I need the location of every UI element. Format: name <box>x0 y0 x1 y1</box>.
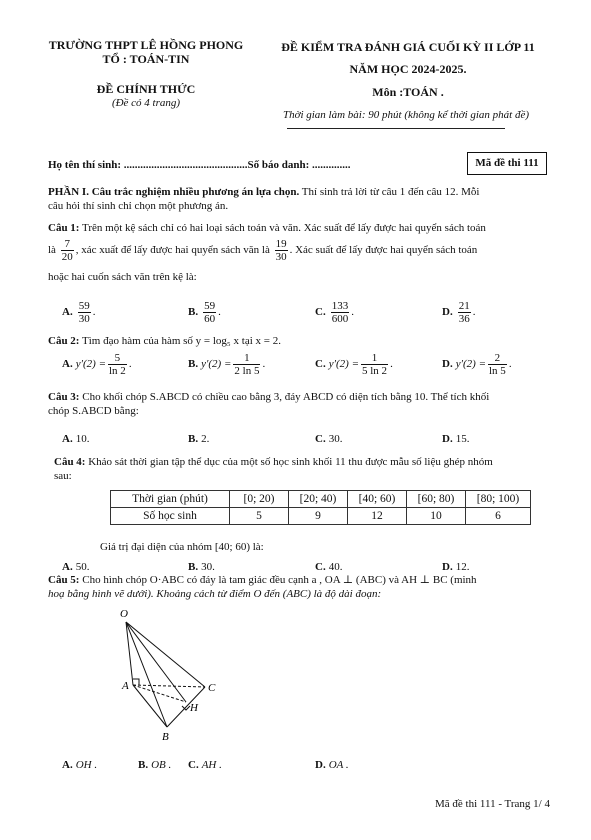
q3-label: Câu 3: <box>48 391 80 403</box>
q1-option-b[interactable]: B. $\frac{59}{60}$ . <box>188 300 221 325</box>
edge-ab <box>133 685 167 727</box>
q5-option-c[interactable]: C. AH . <box>188 759 222 771</box>
table-cell: 9 <box>289 508 348 525</box>
edge-ah <box>133 685 186 702</box>
part1-intro-line2: câu hỏi thí sinh chỉ chọn một phương án. <box>48 200 229 212</box>
q3-text: Cho khối chóp S.ABCD có chiều cao bằng 3, đáy ABCD có diện tích bằng 10. Thể tích khối <box>79 391 490 403</box>
subject: Môn :TOÁN . <box>372 85 444 99</box>
q3-option-a[interactable]: A. 10. <box>62 433 90 445</box>
label-a: A <box>122 680 129 692</box>
q5-text: Cho hình chóp O·ABC có đáy là tam giác đều cạnh a , OA ⊥ (ABC) và AH ⊥ BC (minh <box>79 574 477 586</box>
table-cell: [40; 60) <box>348 491 407 508</box>
table-header-count: Số học sinh <box>111 508 230 525</box>
q1-pre: là <box>48 244 56 257</box>
edge-bc <box>167 687 205 727</box>
header-underline <box>287 128 505 129</box>
label-o: O <box>120 608 128 620</box>
frequency-table <box>110 490 531 525</box>
q5-line2: hoạ bằng hình vẽ dưới). Khoảng cách từ điểm O đến (ABC) là độ dài đoạn: <box>48 588 382 600</box>
q5-line1 <box>48 573 568 587</box>
q3-option-d[interactable]: D. 15. <box>442 433 470 445</box>
q2-line <box>48 334 558 348</box>
q4-option-d[interactable]: D. 12. <box>442 561 470 573</box>
table-cell: [80; 100) <box>466 491 531 508</box>
group-name: TỔ : TOÁN-TIN <box>102 52 190 66</box>
table-row <box>111 491 531 508</box>
q3-option-b[interactable]: B. 2. <box>188 433 210 445</box>
q1-option-d[interactable]: D. $\frac{21}{36}$ . <box>442 300 476 325</box>
table-cell: 6 <box>466 508 531 525</box>
q4-text: Khảo sát thời gian tập thể dục của một số học sinh khối 11 thu được mẫu số liệu ghép nhóm <box>85 456 493 468</box>
q1-fraction-lit: $\frac{19}{30}$ <box>275 238 287 263</box>
candidate-line: Họ tên thí sinh: .............................................Số báo danh: .............. <box>48 159 351 171</box>
q2-option-c[interactable]: C. y′(2) = $\frac{1}{5 \ln 2}$ . <box>315 352 393 377</box>
right-angle-a <box>133 679 139 685</box>
q1-option-a[interactable]: A. $\frac{59}{30}$ . <box>62 300 96 325</box>
label-h: H <box>190 702 198 714</box>
q4-option-a[interactable]: A. 50. <box>62 561 90 573</box>
q1-option-c[interactable]: C. $\frac{133}{600}$ . <box>315 300 354 325</box>
q2-option-b[interactable]: B. y′(2) = $\frac{1}{2 \ln 5}$ . <box>188 352 266 377</box>
pages-note: (Đề có 4 trang) <box>111 97 181 109</box>
q1-line1 <box>48 221 558 235</box>
q3-line1 <box>48 390 568 404</box>
q1-text: Trên một kệ sách chỉ có hai loại sách toán và văn. Xác suất để lấy được hai quyển sách toán <box>79 222 486 234</box>
q1-label: Câu 1: <box>48 222 80 234</box>
table-cell: [60; 80) <box>407 491 466 508</box>
table-header-time: Thời gian (phút) <box>111 491 230 508</box>
q1-post: . Xác suất để lấy được hai quyển sách toán <box>289 244 478 257</box>
edge-oh <box>126 622 186 702</box>
school-year: NĂM HỌC 2024-2025. <box>349 62 467 76</box>
table-cell: [20; 40) <box>289 491 348 508</box>
q3-line2: chóp S.ABCD bằng: <box>48 405 139 417</box>
q5-option-d[interactable]: D. OA . <box>315 759 349 771</box>
page-footer: Mã đề thi 111 - Trang 1/ 4 <box>435 798 550 810</box>
q5-option-b[interactable]: B. OB . <box>138 759 172 771</box>
time-note: Thời gian làm bài: 90 phút (không kể thời gian phát đề) <box>282 109 530 121</box>
table-row <box>111 508 531 525</box>
label-c: C <box>208 682 216 694</box>
q1-mid: , xác xuất để lấy được hai quyển sách văn là <box>75 244 270 257</box>
q2-option-d[interactable]: D. y′(2) = $\frac{2}{\ln 5}$ . <box>442 352 512 377</box>
q4-label: Câu 4: <box>54 456 86 468</box>
table-cell: 12 <box>348 508 407 525</box>
exam-code-box: Mã đề thi 111 <box>467 152 547 175</box>
part1-intro-text: Thí sinh trả lời từ câu 1 đến câu 12. Mỗi <box>299 186 480 198</box>
part1-intro <box>48 185 548 199</box>
q4-question: Giá trị đại diện của nhóm [40; 60) là: <box>100 541 264 553</box>
q1-fraction-math: $\frac{7}{20}$ <box>61 238 73 263</box>
q2-option-a[interactable]: A. y′(2) = $\frac{5}{\ln 2}$ . <box>62 352 132 377</box>
q2-label: Câu 2: <box>48 335 80 347</box>
q1-line2 <box>48 238 568 263</box>
q4-option-c[interactable]: C. 40. <box>315 561 343 573</box>
edge-oc <box>126 622 205 687</box>
q5-label: Câu 5: <box>48 574 80 586</box>
q4-option-b[interactable]: B. 30. <box>188 561 215 573</box>
q3-option-c[interactable]: C. 30. <box>315 433 343 445</box>
official-label: ĐỀ CHÍNH THỨC <box>96 82 196 96</box>
q4-line2: sau: <box>54 470 72 482</box>
table-cell: 5 <box>230 508 289 525</box>
part1-title: PHẦN I. Câu trắc nghiệm nhiều phương án lựa chọn. <box>48 186 300 198</box>
exam-title: ĐỀ KIỂM TRA ĐÁNH GIÁ CUỐI KỲ II LỚP 11 <box>281 40 535 54</box>
q2-text: Tìm đạo hàm của hàm số y = log₅ x tại x = 2. <box>79 335 281 347</box>
q5-option-a[interactable]: A. OH . <box>62 759 98 771</box>
q4-line1 <box>54 455 564 469</box>
school-name: TRƯỜNG THPT LÊ HỒNG PHONG <box>48 38 244 52</box>
table-cell: [0; 20) <box>230 491 289 508</box>
edge-ac <box>133 685 205 687</box>
label-b: B <box>162 731 169 743</box>
pyramid-figure <box>100 605 250 745</box>
q1-line3: hoặc hai cuốn sách văn trên kệ là: <box>48 271 197 283</box>
table-cell: 10 <box>407 508 466 525</box>
